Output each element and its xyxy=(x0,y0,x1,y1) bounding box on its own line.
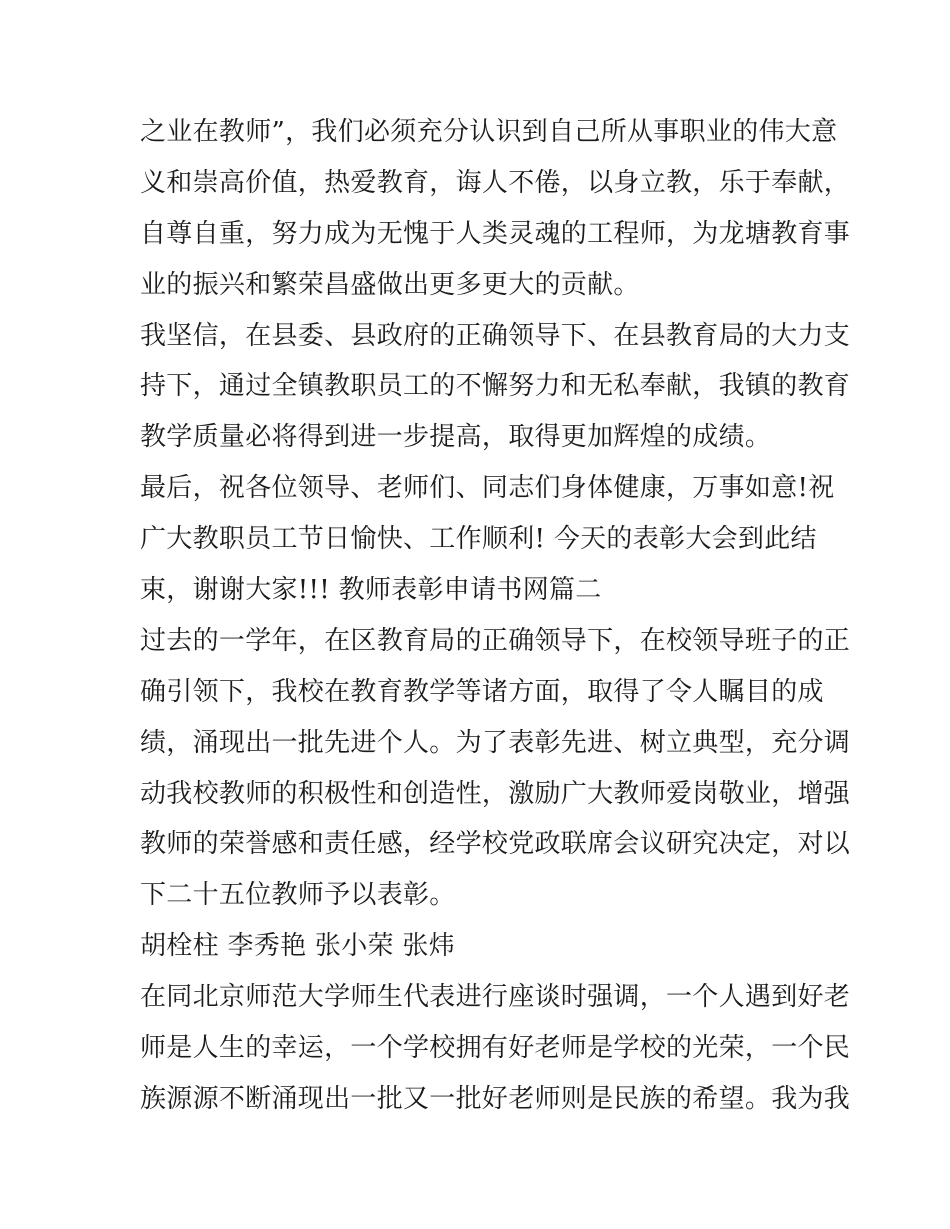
text-line: 下二十五位教师予以表彰。 xyxy=(140,880,456,911)
text-line: 束，谢谢大家!!! 教师表彰申请书网篇二 xyxy=(140,575,602,606)
document-body xyxy=(140,107,851,1125)
text-line: 我坚信，在县委、县政府的正确领导下、在县教育局的大力支 xyxy=(140,320,851,351)
text-line: 业的振兴和繁荣昌盛做出更多更大的贡献。 xyxy=(140,269,640,300)
text-line: 教师的荣誉感和责任感，经学校党政联席会议研究决定，对以 xyxy=(140,829,851,860)
text-line: 广大教职员工节日愉快、工作顺利! 今天的表彰大会到此结 xyxy=(140,524,817,555)
text-line: 义和崇高价值，热爱教育，诲人不倦，以身立教，乐于奉献， xyxy=(140,167,851,198)
text-line: 动我校教师的积极性和创造性，激励广大教师爱岗敬业，增强 xyxy=(140,778,851,809)
text-line: 在同北京师范大学师生代表进行座谈时强调，一个人遇到好老 xyxy=(140,982,851,1013)
text-line: 最后，祝各位领导、老师们、同志们身体健康，万事如意!祝 xyxy=(140,473,835,504)
text-line: 之业在教师”，我们必须充分认识到自己所从事职业的伟大意 xyxy=(140,117,838,147)
text-line: 族源源不断涌现出一批又一批好老师则是民族的希望。我为我 xyxy=(140,1083,851,1114)
text-line: 绩，涌现出一批先进个人。为了表彰先进、树立典型，充分调 xyxy=(140,727,851,758)
text-line: 确引领下，我校在教育教学等诸方面，取得了令人瞩目的成 xyxy=(140,676,824,707)
text-line: 自尊自重，努力成为无愧于人类灵魂的工程师，为龙塘教育事 xyxy=(140,218,851,249)
text-line: 持下，通过全镇教职员工的不懈努力和无私奉献，我镇的教育 xyxy=(140,371,851,402)
text-line: 教学质量必将得到进一步提高，取得更加辉煌的成绩。 xyxy=(140,422,772,453)
text-line: 胡栓柱 李秀艳 张小荣 张炜 xyxy=(140,931,455,962)
text-line: 过去的一学年，在区教育局的正确领导下，在校领导班子的正 xyxy=(140,625,851,656)
text-line: 师是人生的幸运，一个学校拥有好老师是学校的光荣，一个民 xyxy=(140,1033,851,1064)
